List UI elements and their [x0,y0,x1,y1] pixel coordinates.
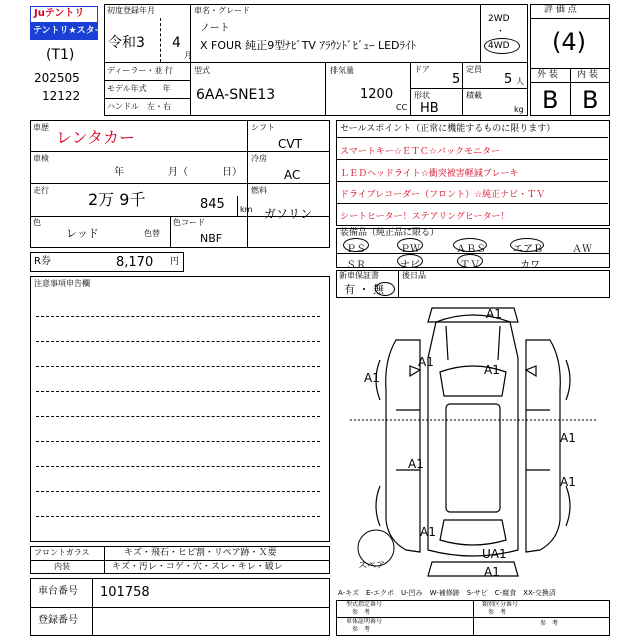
kg-unit: kg [514,105,524,114]
color-change-label: 色替 [144,229,160,238]
spare-label: スペア [358,561,386,571]
sales-points-title: セールスポイント（正常に機能するものに限ります） [340,124,556,134]
color-code-label: 色コード [173,218,205,227]
score-label: 評 価 点 [544,5,577,15]
fuel-label: 燃料 [251,186,267,195]
equip-ps: ＰＳ [346,244,366,255]
book-label: 後日品 [402,271,426,280]
mark-left-fender: A1 [418,355,434,369]
chassis-value: 101758 [100,585,150,600]
shape: HB [420,101,439,116]
mark-right-front-door: A1 [560,431,576,445]
code-line2: 12122 [42,89,81,103]
type-value: 6AA-SNE13 [196,87,276,103]
inspection-label: 車検 [33,154,49,163]
color-value: レッド [66,227,99,240]
type-designation-label: 型式指定番号 [346,601,383,608]
mark-left-rear-door: A1 [408,457,424,471]
history-value: レンタカー [56,128,135,147]
recycle-unit: 円 [170,257,180,267]
logo [30,6,104,40]
month-unit: 月 [184,51,192,60]
doors: 5 [452,72,461,87]
capacity-label: 定員 [466,65,482,74]
mileage-value: 2万 9千 [88,190,146,209]
mark-left-front-wheel: A1 [364,371,380,385]
sales-point-1: スマートキー☆ＥＴＣ☆バックモニター [340,147,500,157]
notes-label: 注意事項申告欄 [34,279,90,288]
capacity-unit: 人 [516,77,524,86]
recycle-box [30,252,184,272]
car-name-label: 車名・グレード [194,6,250,15]
score: (4) [552,28,586,56]
handle-label: ハンドル 左・右 [107,102,171,111]
displacement-label: 排気量 [330,66,354,75]
first-reg-era: 令和3 [108,35,145,51]
sales-point-4: シートヒーター！ステアリングヒーター！ [340,212,510,222]
grade: X FOUR 純正9型ﾅﾋﾞTV ｱﾗｳﾝﾄﾞﾋﾞｭｰ LEDﾗｲﾄ [200,39,416,52]
warranty-label: 新車保証書 [339,271,379,280]
first-reg-month: 4 [172,35,181,51]
recycle-label: R券 [34,256,51,267]
shape-label: 形状 [414,91,430,100]
type-label: 型式 [194,66,210,75]
equip-leather: カワ [520,260,540,271]
drive-2wd: 2WD [488,14,510,24]
inspection-month: 月（ [168,167,188,178]
mark-front-bumper: A1 [486,307,502,321]
history-label: 車歴 [33,123,49,132]
cc-unit: CC [396,103,408,112]
inspection-day: 日） [222,167,242,178]
equipment-title: 装備品（純正品に限る） [340,228,440,238]
class-designation-ref: 参 考 [488,609,507,616]
warranty-value: 有 ・ 無 [344,283,384,296]
cooler-value: AC [284,168,301,182]
mileage-sub: 845 [200,197,225,212]
equip-aw: ＡＷ [572,244,592,255]
misc-ref: 参 考 [540,620,559,627]
dealer-label: ディーラー・並 行 [107,66,173,75]
door-label: ドア [414,65,430,74]
color-label: 色 [33,218,41,227]
lot-id: (T1) [46,47,75,63]
interior-condition-label: 内装 [54,562,70,571]
registration-label: 登録番号 [38,615,78,626]
code-line1: 202505 [34,71,80,85]
equip-sr: ＳＲ [346,260,366,271]
displacement: 1200 [360,87,394,102]
equip-abs: ＡＢＳ [456,244,486,255]
equip-pw: ＰＷ [400,244,420,255]
payload-label: 積載 [466,91,482,100]
damage-diagram [336,300,610,590]
logo-line2: テントリ★スター [33,26,104,36]
mark-rear: A1 [484,565,500,579]
plate-label: 車体証明番号 [346,618,383,625]
mark-rear-bumper: UA1 [482,547,507,561]
chassis-label: 車台番号 [38,586,78,597]
equip-tv: ＴＶ [460,260,480,271]
car-name: ノート [200,23,230,34]
front-glass-value: キズ・飛石・ヒビ割・リペア跡・Ｘ要 [124,548,277,558]
type-designation-ref: 参 考 [352,609,371,616]
mark-right-rear-door: A1 [560,475,576,489]
drive-dot: ・ [496,27,506,37]
sales-point-3: ドライブレコーダー（フロント）☆純正ナビ・ＴＶ [340,190,546,200]
model-year-label: モデル年式 年 [107,84,171,93]
damage-legend: A-キズ E-エクボ U-凹み W-補修跡 S-サビ C-腐食 XX-交換済 [338,589,556,597]
plate-ref: 参 考 [352,626,371,633]
interior-label: 内 装 [577,70,598,80]
recycle-value: 8,170 [116,255,154,270]
mileage-label: 走行 [33,186,49,195]
mark-left-rear-fender: A1 [420,525,436,539]
mark-hood: A1 [484,363,500,377]
shift-label: シフト [251,123,275,132]
header-table [104,4,528,116]
capacity: 5 [504,72,513,87]
color-code: NBF [200,232,223,245]
front-glass-label: フロントガラス [34,548,90,557]
inspection-year: 年 [114,167,124,178]
mileage-unit: km [240,205,253,214]
sales-point-2: ＬＥＤヘッドライト☆衝突被害軽減ブレーキ [340,169,519,179]
logo-line1: Juテントリ [34,8,85,19]
first-reg-label: 初度登録年月 [107,6,155,15]
car-outline [336,300,610,590]
cooler-label: 冷房 [251,154,267,163]
exterior-label: 外 装 [537,70,558,80]
class-designation-label: 類別区分番号 [482,601,519,608]
exterior-grade: B [542,86,559,114]
drive-4wd: 4WD [488,41,510,51]
equip-navi: ナビ [400,260,420,271]
interior-condition-value: キズ・汚レ・コゲ・穴・スレ・キレ・破レ [112,562,283,572]
equip-airbag: エアＢ [513,244,543,255]
shift-value: CVT [278,137,302,151]
fuel-value: ガソリン [264,207,313,221]
interior-grade: B [582,86,599,114]
